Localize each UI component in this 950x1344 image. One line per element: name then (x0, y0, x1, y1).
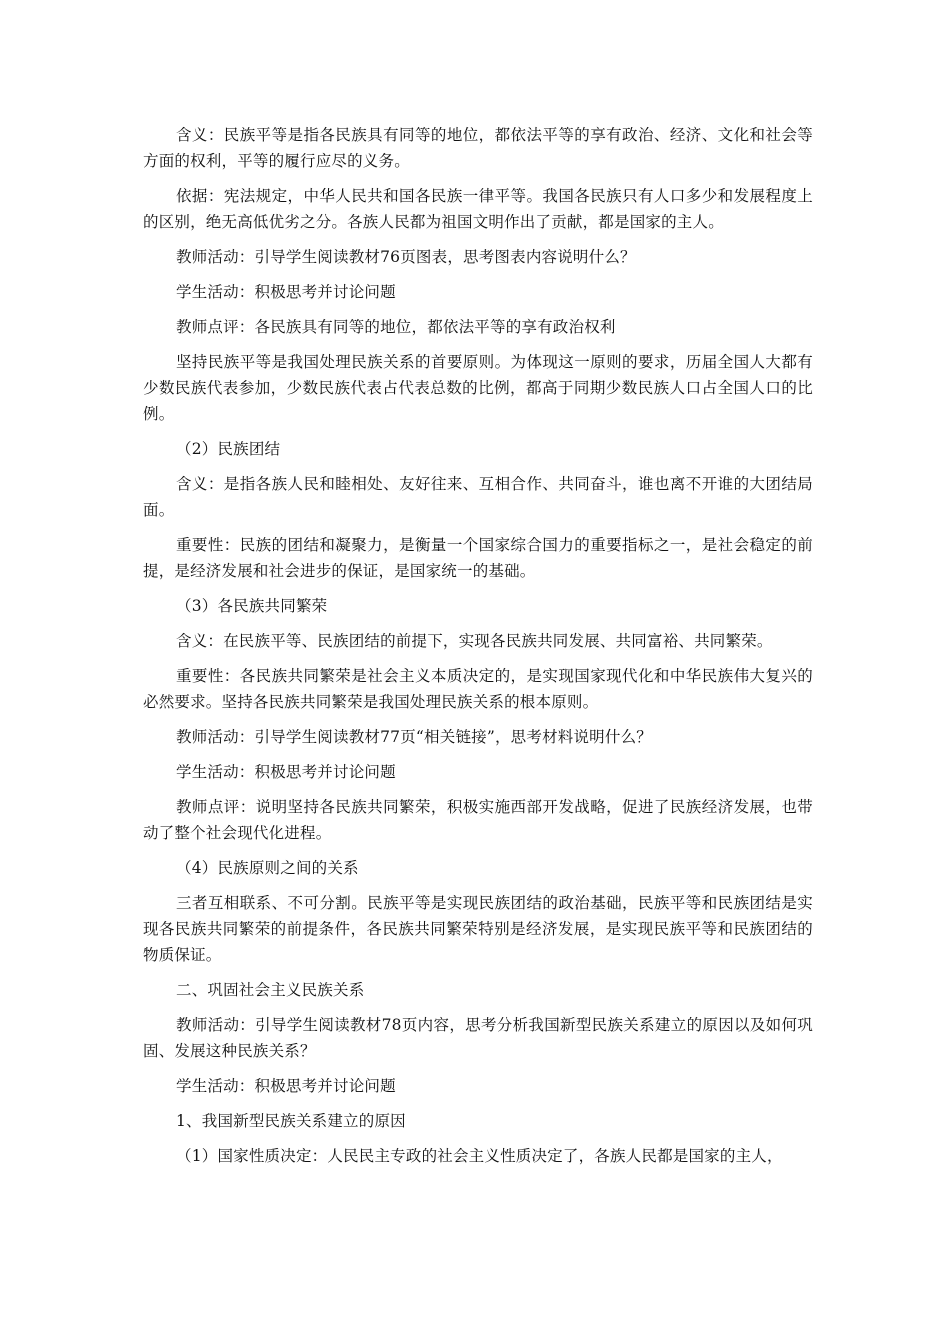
paragraph-student-activity-3: 学生活动：积极思考并讨论问题 (176, 1077, 396, 1095)
paragraph-teacher-activity-1: 教师活动：引导学生阅读教材76页图表，思考图表内容说明什么？ (176, 248, 636, 266)
paragraph-teacher-comment-1: 教师点评：各民族具有同等的地位，都依法平等的享有政治权利 (176, 318, 616, 336)
paragraph-equality-principle: 坚持民族平等是我国处理民族关系的首要原则。为体现这一原则的要求，历届全国人大都有少数民族代表参加，少数民族代表占代表总数的比例，都高于同期少数民族人口占全国人口的比例。 (143, 353, 813, 423)
paragraph-teacher-comment-2: 教师点评：说明坚持各民族共同繁荣，积极实施西部开发战略，促进了民族经济发展，也带动了整个社会现代化进程。 (143, 798, 813, 842)
paragraph-meaning-unity: 含义：是指各族人民和睦相处、友好往来、互相合作、共同奋斗，谁也离不开谁的大团结局面。 (143, 475, 813, 519)
paragraph-student-activity-1: 学生活动：积极思考并讨论问题 (176, 283, 396, 301)
paragraph-meaning-equality: 含义：民族平等是指各民族具有同等的地位，都依法平等的享有政治、经济、文化和社会等方面的权利，平等的履行应尽的义务。 (143, 126, 813, 170)
heading-common-prosperity: （3）各民族共同繁荣 (176, 597, 328, 615)
paragraph-student-activity-2: 学生活动：积极思考并讨论问题 (176, 763, 396, 781)
heading-reasons: 1、我国新型民族关系建立的原因 (176, 1112, 406, 1130)
paragraph-three-principles: 三者互相联系、不可分割。民族平等是实现民族团结的政治基础，民族平等和民族团结是实现各民族共同繁荣的前提条件，各民族共同繁荣特别是经济发展，是实现民族平等和民族团结的物质保证。 (143, 894, 813, 964)
paragraph-meaning-prosperity: 含义：在民族平等、民族团结的前提下，实现各民族共同发展、共同富裕、共同繁荣。 (176, 632, 773, 650)
heading-ethnic-unity: （2）民族团结 (176, 440, 281, 458)
paragraph-teacher-activity-2: 教师活动：引导学生阅读教材77页“相关链接”，思考材料说明什么？ (176, 728, 652, 746)
paragraph-basis-equality: 依据：宪法规定，中华人民共和国各民族一律平等。我国各民族只有人口多少和发展程度上的区别，绝无高低优劣之分。各族人民都为祖国文明作出了贡献，都是国家的主人。 (143, 187, 813, 231)
document-body (143, 122, 813, 1178)
heading-principle-relations: （4）民族原则之间的关系 (176, 859, 359, 877)
heading-section-two: 二、巩固社会主义民族关系 (176, 981, 365, 999)
paragraph-importance-unity: 重要性：民族的团结和凝聚力，是衡量一个国家综合国力的重要指标之一，是社会稳定的前提，是经济发展和社会进步的保证，是国家统一的基础。 (143, 536, 813, 580)
paragraph-teacher-activity-3: 教师活动：引导学生阅读教材78页内容，思考分析我国新型民族关系建立的原因以及如何巩固、发展这种民族关系？ (143, 1016, 813, 1060)
paragraph-state-nature: （1）国家性质决定：人民民主专政的社会主义性质决定了，各族人民都是国家的主人， (176, 1147, 783, 1165)
paragraph-importance-prosperity: 重要性：各民族共同繁荣是社会主义本质决定的，是实现国家现代化和中华民族伟大复兴的必然要求。坚持各民族共同繁荣是我国处理民族关系的根本原则。 (143, 667, 813, 711)
